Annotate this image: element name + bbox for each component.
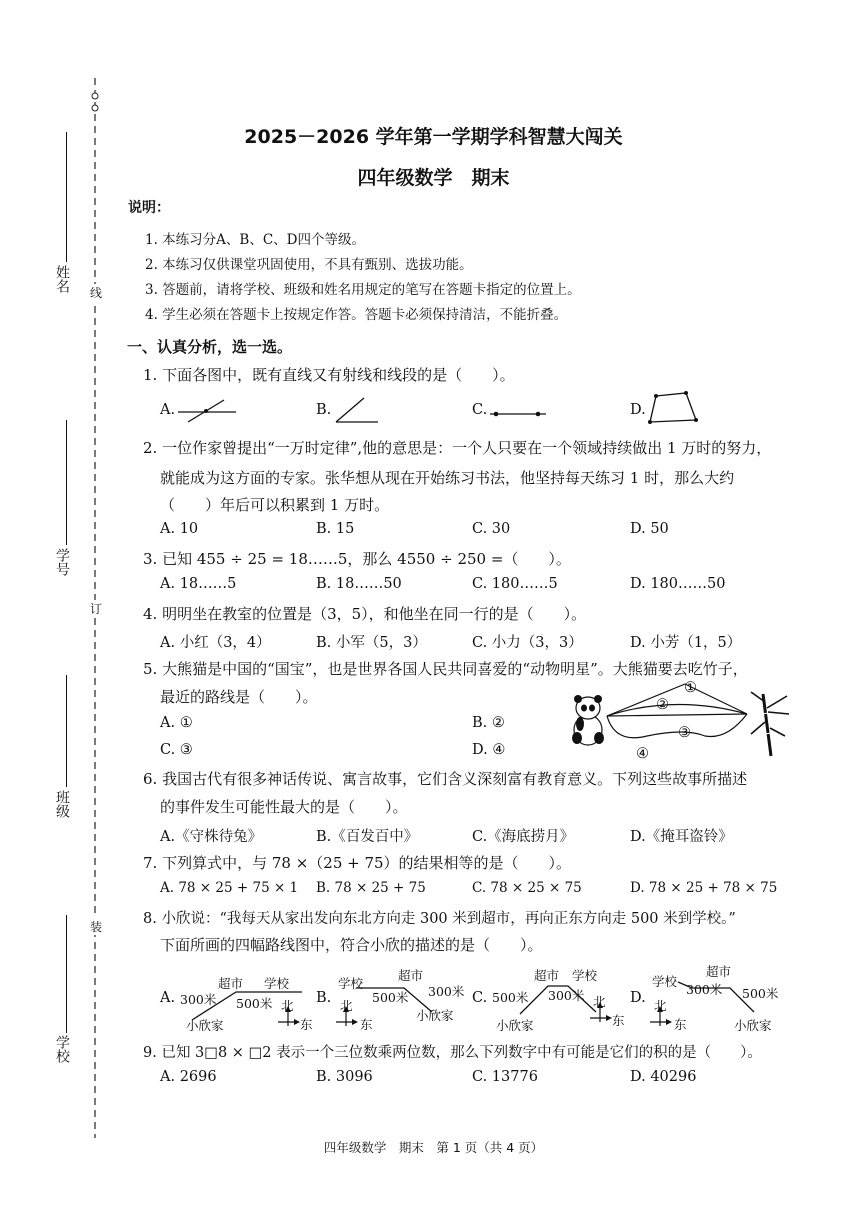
- q4-option-b[interactable]: B. 小军（5，3）: [316, 635, 427, 651]
- q7-stem: 7. 下列算式中，与 78 ×（25 + 75）的结果相等的是（ ）。: [143, 854, 572, 872]
- distance-label: 300米: [428, 984, 465, 999]
- panda-icon: [572, 695, 604, 745]
- q6-option-d[interactable]: D.《掩耳盗铃》: [630, 829, 733, 845]
- q9-option-b[interactable]: B. 3096: [316, 1069, 373, 1085]
- exam-subtitle: 四年级数学 期末: [357, 167, 510, 189]
- q7-option-d[interactable]: D. 78 × 25 + 78 × 75: [630, 880, 778, 896]
- note-item: 3. 答题前，请将学校、班级和姓名用规定的笔写在答题卡指定的位置上。: [145, 282, 581, 298]
- name-label: 姓名: [54, 265, 70, 293]
- page-footer: 四年级数学 期末 第 1 页（共 4 页）: [323, 1140, 544, 1155]
- bamboo-icon: [751, 692, 789, 756]
- distance-label: 300米: [548, 988, 585, 1003]
- q4-option-a[interactable]: A. 小红（3，4）: [160, 635, 271, 651]
- q3-option-c[interactable]: C. 180……5: [472, 576, 558, 592]
- q5-option-d[interactable]: D. ④: [472, 742, 506, 758]
- q8-map-a[interactable]: [160, 962, 312, 1034]
- q6-stem-line: 的事件发生可能性最大的是（ ）。: [160, 798, 408, 816]
- q7-option-a[interactable]: A. 78 × 25 + 75 × 1: [160, 880, 299, 896]
- note-item: 4. 学生必须在答题卡上按规定作答。答题卡必须保持清洁，不能折叠。: [145, 307, 568, 323]
- q5-stem-line: 5. 大熊猫是中国的“国宝”，也是世界各国人民共同喜爱的“动物明星”。大熊猫要去吃竹子，: [143, 660, 748, 678]
- notes-heading: 说明：: [128, 200, 170, 216]
- q4-stem: 4. 明明坐在教室的位置是（3，5），和他坐在同一行的是（ ）。: [143, 605, 587, 623]
- north-label: 北: [340, 998, 353, 1013]
- q8-map-c[interactable]: [472, 962, 624, 1034]
- q5-route-mark-3: ③: [678, 725, 691, 741]
- q8-map-b[interactable]: [316, 962, 468, 1034]
- home-label: 小欣家: [734, 1018, 772, 1033]
- q1-option-b[interactable]: B.: [316, 402, 332, 418]
- q5-route-mark-4: ④: [636, 746, 649, 762]
- q5-option-a[interactable]: A. ①: [160, 715, 193, 731]
- north-label: 北: [593, 994, 606, 1009]
- q3-option-d[interactable]: D. 180……50: [630, 576, 726, 592]
- note-item: 2. 本练习仅供课堂巩固使用，不具有甄别、选拔功能。: [145, 257, 473, 273]
- distance-label: 300米: [686, 982, 723, 997]
- q6-option-c[interactable]: C.《海底捞月》: [472, 829, 575, 845]
- supermarket-label: 超市: [706, 964, 732, 979]
- q8-option-d: D.: [630, 990, 646, 1006]
- q6-option-b[interactable]: B.《百发百中》: [316, 829, 419, 845]
- q9-option-d[interactable]: D. 40296: [630, 1069, 697, 1085]
- distance-label: 300米: [180, 992, 217, 1007]
- supermarket-label: 超市: [534, 968, 560, 983]
- q7-option-c[interactable]: C. 78 × 25 × 75: [472, 880, 582, 896]
- east-label: 东: [360, 1017, 373, 1032]
- q9-option-c[interactable]: C. 13776: [472, 1069, 538, 1085]
- home-label: 小欣家: [186, 1018, 224, 1033]
- home-label: 小欣家: [496, 1018, 534, 1033]
- q2-option-c[interactable]: C. 30: [472, 521, 511, 537]
- q1-figure-a: [176, 396, 240, 424]
- q2-option-a[interactable]: A. 10: [160, 521, 199, 537]
- q8-stem-line: 8. 小欣说：“我每天从家出发向东北方向走 300 米到超市，再向正东方向走 500 米到学校。”: [143, 911, 736, 927]
- school-label: 学校: [338, 976, 364, 991]
- q2-option-d[interactable]: D. 50: [630, 521, 669, 537]
- q6-stem-line: 6. 我国古代有很多神话传说、寓言故事，它们含义深刻富有教育意义。下列这些故事所描述: [143, 770, 748, 788]
- q5-option-b[interactable]: B. ②: [472, 715, 505, 731]
- name-line: [66, 132, 67, 262]
- q5-option-c[interactable]: C. ③: [160, 742, 193, 758]
- supermarket-label: 超市: [218, 976, 244, 991]
- student-id-line: [66, 420, 67, 545]
- q1-figure-b: [332, 394, 382, 426]
- note-item: 1. 本练习分A、B、C、D四个等级。: [145, 232, 365, 248]
- student-id-label: 学号: [54, 548, 70, 576]
- q8-map-d[interactable]: [630, 962, 782, 1034]
- binding-char-ding: 订: [90, 602, 103, 616]
- q4-option-d[interactable]: D. 小芳（1，5）: [630, 635, 742, 651]
- q2-stem-line: （ ）年后可以积累到 1 万时。: [160, 496, 390, 514]
- q8-option-a: A.: [160, 990, 176, 1006]
- class-line: [66, 675, 67, 787]
- north-label: 北: [281, 998, 294, 1013]
- q8-option-b: B.: [316, 990, 332, 1006]
- q1-figure-d: [646, 390, 702, 426]
- q3-stem: 3. 已知 455 ÷ 25 = 18……5，那么 4550 ÷ 250 =（ ）。: [143, 550, 571, 568]
- class-label: 班级: [54, 790, 70, 818]
- section-title: 一、认真分析，选一选。: [127, 338, 293, 356]
- q9-stem: 9. 已知 3□8 × □2 表示一个三位数乘两位数，那么下列数字中有可能是它们的积的是（ ）。: [143, 1045, 762, 1061]
- q5-route-mark-2: ②: [656, 697, 669, 713]
- q1-option-c[interactable]: C.: [472, 402, 488, 418]
- binding-char-zhuang: 装: [90, 920, 103, 934]
- q1-figure-c: [488, 404, 550, 420]
- school-label: 学校: [572, 968, 598, 983]
- q1-option-d[interactable]: D.: [630, 402, 646, 418]
- supermarket-label: 超市: [398, 968, 424, 983]
- q2-stem-line: 2. 一位作家曾提出“一万时定律”,他的意思是：一个人只要在一个领域持续做出 1 万时的努力，: [143, 439, 772, 457]
- binding-char-xian: 线: [90, 286, 103, 300]
- home-label: 小欣家: [416, 1008, 454, 1023]
- north-label: 北: [654, 998, 667, 1013]
- distance-label: 500米: [492, 990, 529, 1005]
- q7-option-b[interactable]: B. 78 × 25 + 75: [316, 880, 426, 896]
- distance-label: 500米: [742, 986, 779, 1001]
- q8-stem-line: 下面所画的四幅路线图中，符合小欣的描述的是（ ）。: [160, 936, 543, 954]
- q5-stem-line: 最近的路线是（ ）。: [160, 688, 318, 706]
- q4-option-c[interactable]: C. 小力（3，3）: [472, 635, 583, 651]
- school-label: 学校: [652, 974, 678, 989]
- q2-stem-line: 就能成为这方面的专家。张华想从现在开始练习书法，他坚持每天练习 1 时，那么大约: [160, 469, 735, 487]
- east-label: 东: [674, 1017, 687, 1032]
- q8-option-c: C.: [472, 990, 488, 1006]
- q3-option-b[interactable]: B. 18……50: [316, 576, 402, 592]
- school-label: 学校: [54, 1035, 70, 1063]
- school-line: [66, 915, 67, 1033]
- east-label: 东: [300, 1017, 313, 1032]
- q3-option-a[interactable]: A. 18……5: [160, 576, 237, 592]
- q5-route-mark-1: ①: [684, 680, 697, 696]
- q6-option-a[interactable]: A.《守株待兔》: [160, 829, 263, 845]
- east-label: 东: [612, 1013, 625, 1028]
- q2-option-b[interactable]: B. 15: [316, 521, 355, 537]
- q9-option-a[interactable]: A. 2696: [160, 1069, 217, 1085]
- exam-title: 2025－2026 学年第一学期学科智慧大闯关: [244, 126, 623, 148]
- distance-label: 500米: [236, 996, 273, 1011]
- q1-option-a[interactable]: A.: [160, 402, 176, 418]
- q1-stem: 1. 下面各图中，既有直线又有射线和线段的是（ ）。: [143, 366, 515, 384]
- q5-route-figure: [565, 678, 797, 766]
- distance-label: 500米: [372, 990, 409, 1005]
- school-label: 学校: [264, 976, 290, 991]
